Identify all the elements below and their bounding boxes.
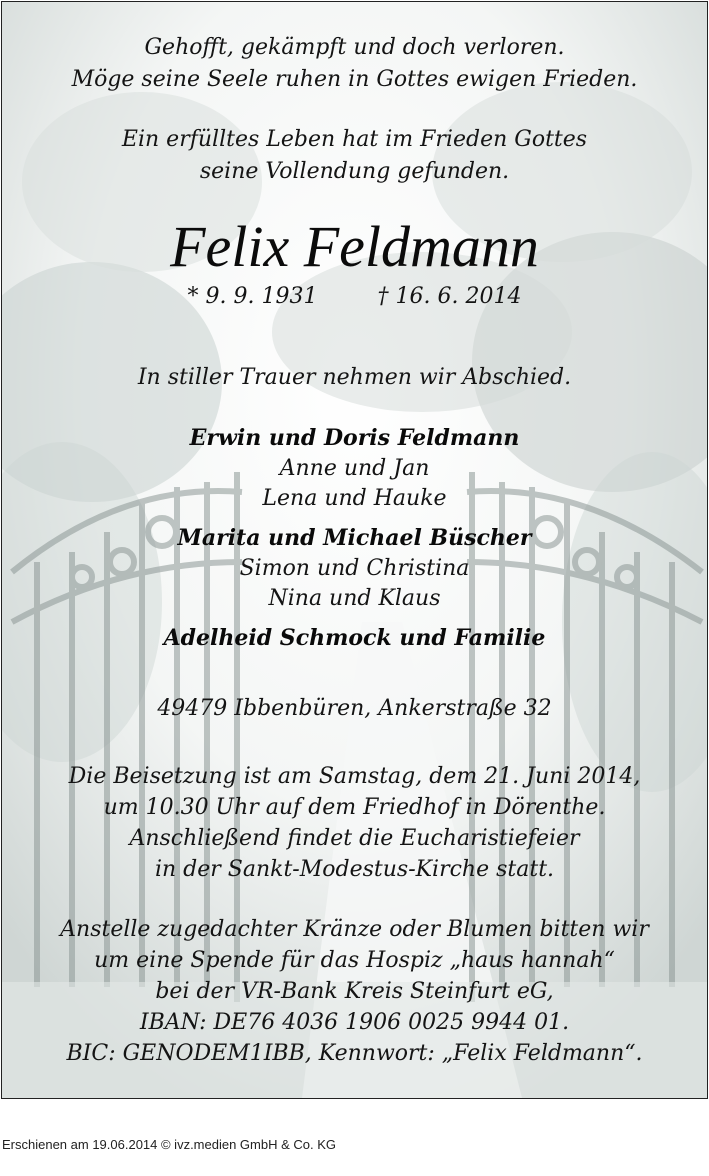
address-line: 49479 Ibbenbüren, Ankerstraße 32 bbox=[157, 696, 552, 721]
donation-line: Anstelle zugedachter Kränze oder Blumen bitten wir bbox=[60, 917, 649, 942]
family-head: Adelheid Schmock und Familie bbox=[163, 625, 546, 651]
funeral-line: in der Sankt-Modestus-Kirche statt. bbox=[154, 857, 555, 882]
funeral-line: Anschließend findet die Eucharistiefeier bbox=[129, 826, 580, 851]
death-date: † 16. 6. 2014 bbox=[377, 284, 522, 309]
donation-line: BIC: GENODEM1IBB, Kennwort: „Felix Feldmann“. bbox=[66, 1041, 643, 1066]
deceased-name: Felix Feldmann bbox=[170, 214, 539, 279]
family-member: Simon und Christina bbox=[239, 556, 470, 581]
family-head: Erwin und Doris Feldmann bbox=[189, 425, 520, 451]
funeral-line: Die Beisetzung ist am Samstag, dem 21. Juni 2014, bbox=[68, 764, 641, 789]
family-member: Nina und Klaus bbox=[268, 586, 441, 611]
life-dates bbox=[2, 282, 707, 312]
verse-line: seine Vollendung gefunden. bbox=[199, 159, 510, 184]
farewell-line: In stiller Trauer nehmen wir Abschied. bbox=[137, 365, 572, 390]
funeral-line: um 10.30 Uhr auf dem Friedhof in Dörenthe. bbox=[103, 795, 606, 820]
verse-line: Gehofft, gekämpft und doch verloren. bbox=[144, 35, 565, 60]
family-head: Marita und Michael Büscher bbox=[177, 525, 532, 551]
family-member: Lena und Hauke bbox=[262, 486, 447, 511]
birth-date: * 9. 9. 1931 bbox=[187, 284, 318, 309]
publication-footer: Erschienen am 19.06.2014 © ivz.medien GmbH & Co. KG bbox=[2, 1137, 337, 1152]
donation-line: IBAN: DE76 4036 1906 0025 9944 01. bbox=[139, 1010, 570, 1035]
donation-line: bei der VR-Bank Kreis Steinfurt eG, bbox=[155, 979, 554, 1004]
obituary-notice bbox=[1, 1, 708, 1099]
notice-text bbox=[2, 2, 707, 1098]
family-member: Anne und Jan bbox=[279, 456, 430, 481]
donation-line: um eine Spende für das Hospiz „haus hannah“ bbox=[94, 948, 615, 973]
verse-line: Möge seine Seele ruhen in Gottes ewigen Frieden. bbox=[71, 67, 638, 92]
verse-line: Ein erfülltes Leben hat im Frieden Gottes bbox=[121, 127, 588, 152]
